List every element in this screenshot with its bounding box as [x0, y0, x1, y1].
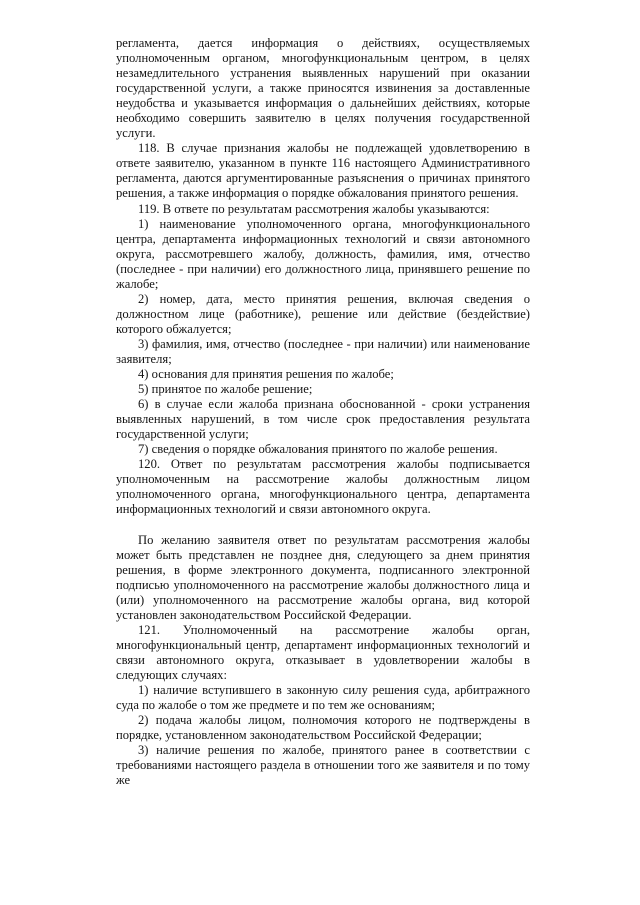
list-item-119-2: 2) номер, дата, место принятия решения, включая сведения о должностном лице (работнике), решение или действие (бездействие) которого обжалуется;	[116, 291, 530, 336]
paragraph-continuation: регламента, дается информация о действиях, осуществляемых уполномоченным органом, многофункциональным центром, в целях незамедлительного устранения выявленных нарушений при оказании государственной услуги, а также приносятся извинения за доставленные неудобства и указывается информация о дальнейших действиях, которые необходимо совершить заявителю в целях получения государственной услуги.	[116, 36, 530, 141]
list-item-119-5: 5) принятое по жалобе решение;	[138, 382, 313, 397]
document-page	[116, 36, 530, 788]
list-item-121-1: 1) наличие вступившего в законную силу решения суда, арбитражного суда по жалобе о том же предмете и по тем же основаниям;	[116, 682, 530, 713]
list-item-121-2: 2) подача жалобы лицом, полномочия которого не подтверждены в порядке, установленном законодательством Российской Федерации;	[116, 713, 530, 743]
paragraph-120-electronic: По желанию заявителя ответ по результатам рассмотрения жалобы может быть представлен не позднее дня, следующего за днем принятия решения, в форме электронного документа, подписанного электронной подписью уполномоченного на рассмотрение жалобы должностного лица и (или) уполномоченного на рассмотрение жалобы органа, вид которой установлен законодательством Российской Федерации.	[116, 532, 530, 622]
list-item-121-3: 3) наличие решения по жалобе, принятого ранее в соответствии с требованиями настоящего раздела в отношении того же заявителя и по тому же	[116, 743, 530, 788]
paragraph-121: 121. Уполномоченный на рассмотрение жалобы орган, многофункциональный центр, департамент информационных технологий и связи автономного округа, отказывает в удовлетворении жалобы в следующих случаях:	[116, 622, 530, 682]
paragraph-120: 120. Ответ по результатам рассмотрения жалобы подписывается уполномоченным на рассмотрение жалобы должностным лицом уполномоченного органа, многофункционального центра, департамента информационных технологий и связи автономного округа.	[116, 457, 530, 517]
list-item-119-1: 1) наименование уполномоченного органа, многофункционального центра, департамента информационных технологий и связи автономного округа, рассмотревшего жалобу, должность, фамилия, имя, отчество (последнее - при наличии) его должностного лица, принявшего решение по жалобе;	[116, 216, 530, 291]
list-item-119-6: 6) в случае если жалоба признана обоснованной - сроки устранения выявленных нарушений, в том числе срок предоставления результата государственной услуги;	[116, 397, 530, 442]
paragraph-118: 118. В случае признания жалобы не подлежащей удовлетворению в ответе заявителю, указанном в пункте 116 настоящего Административного регламента, даются аргументированные разъяснения о причинах принятого решения, а также информация о порядке обжалования принятого решения.	[116, 141, 530, 201]
list-item-119-7: 7) сведения о порядке обжалования принятого по жалобе решения.	[138, 442, 498, 457]
paragraph-119: 119. В ответе по результатам рассмотрения жалобы указываются:	[138, 201, 490, 216]
list-item-119-4: 4) основания для принятия решения по жалобе;	[138, 367, 394, 382]
list-item-119-3: 3) фамилия, имя, отчество (последнее - при наличии) или наименование заявителя;	[116, 336, 530, 366]
